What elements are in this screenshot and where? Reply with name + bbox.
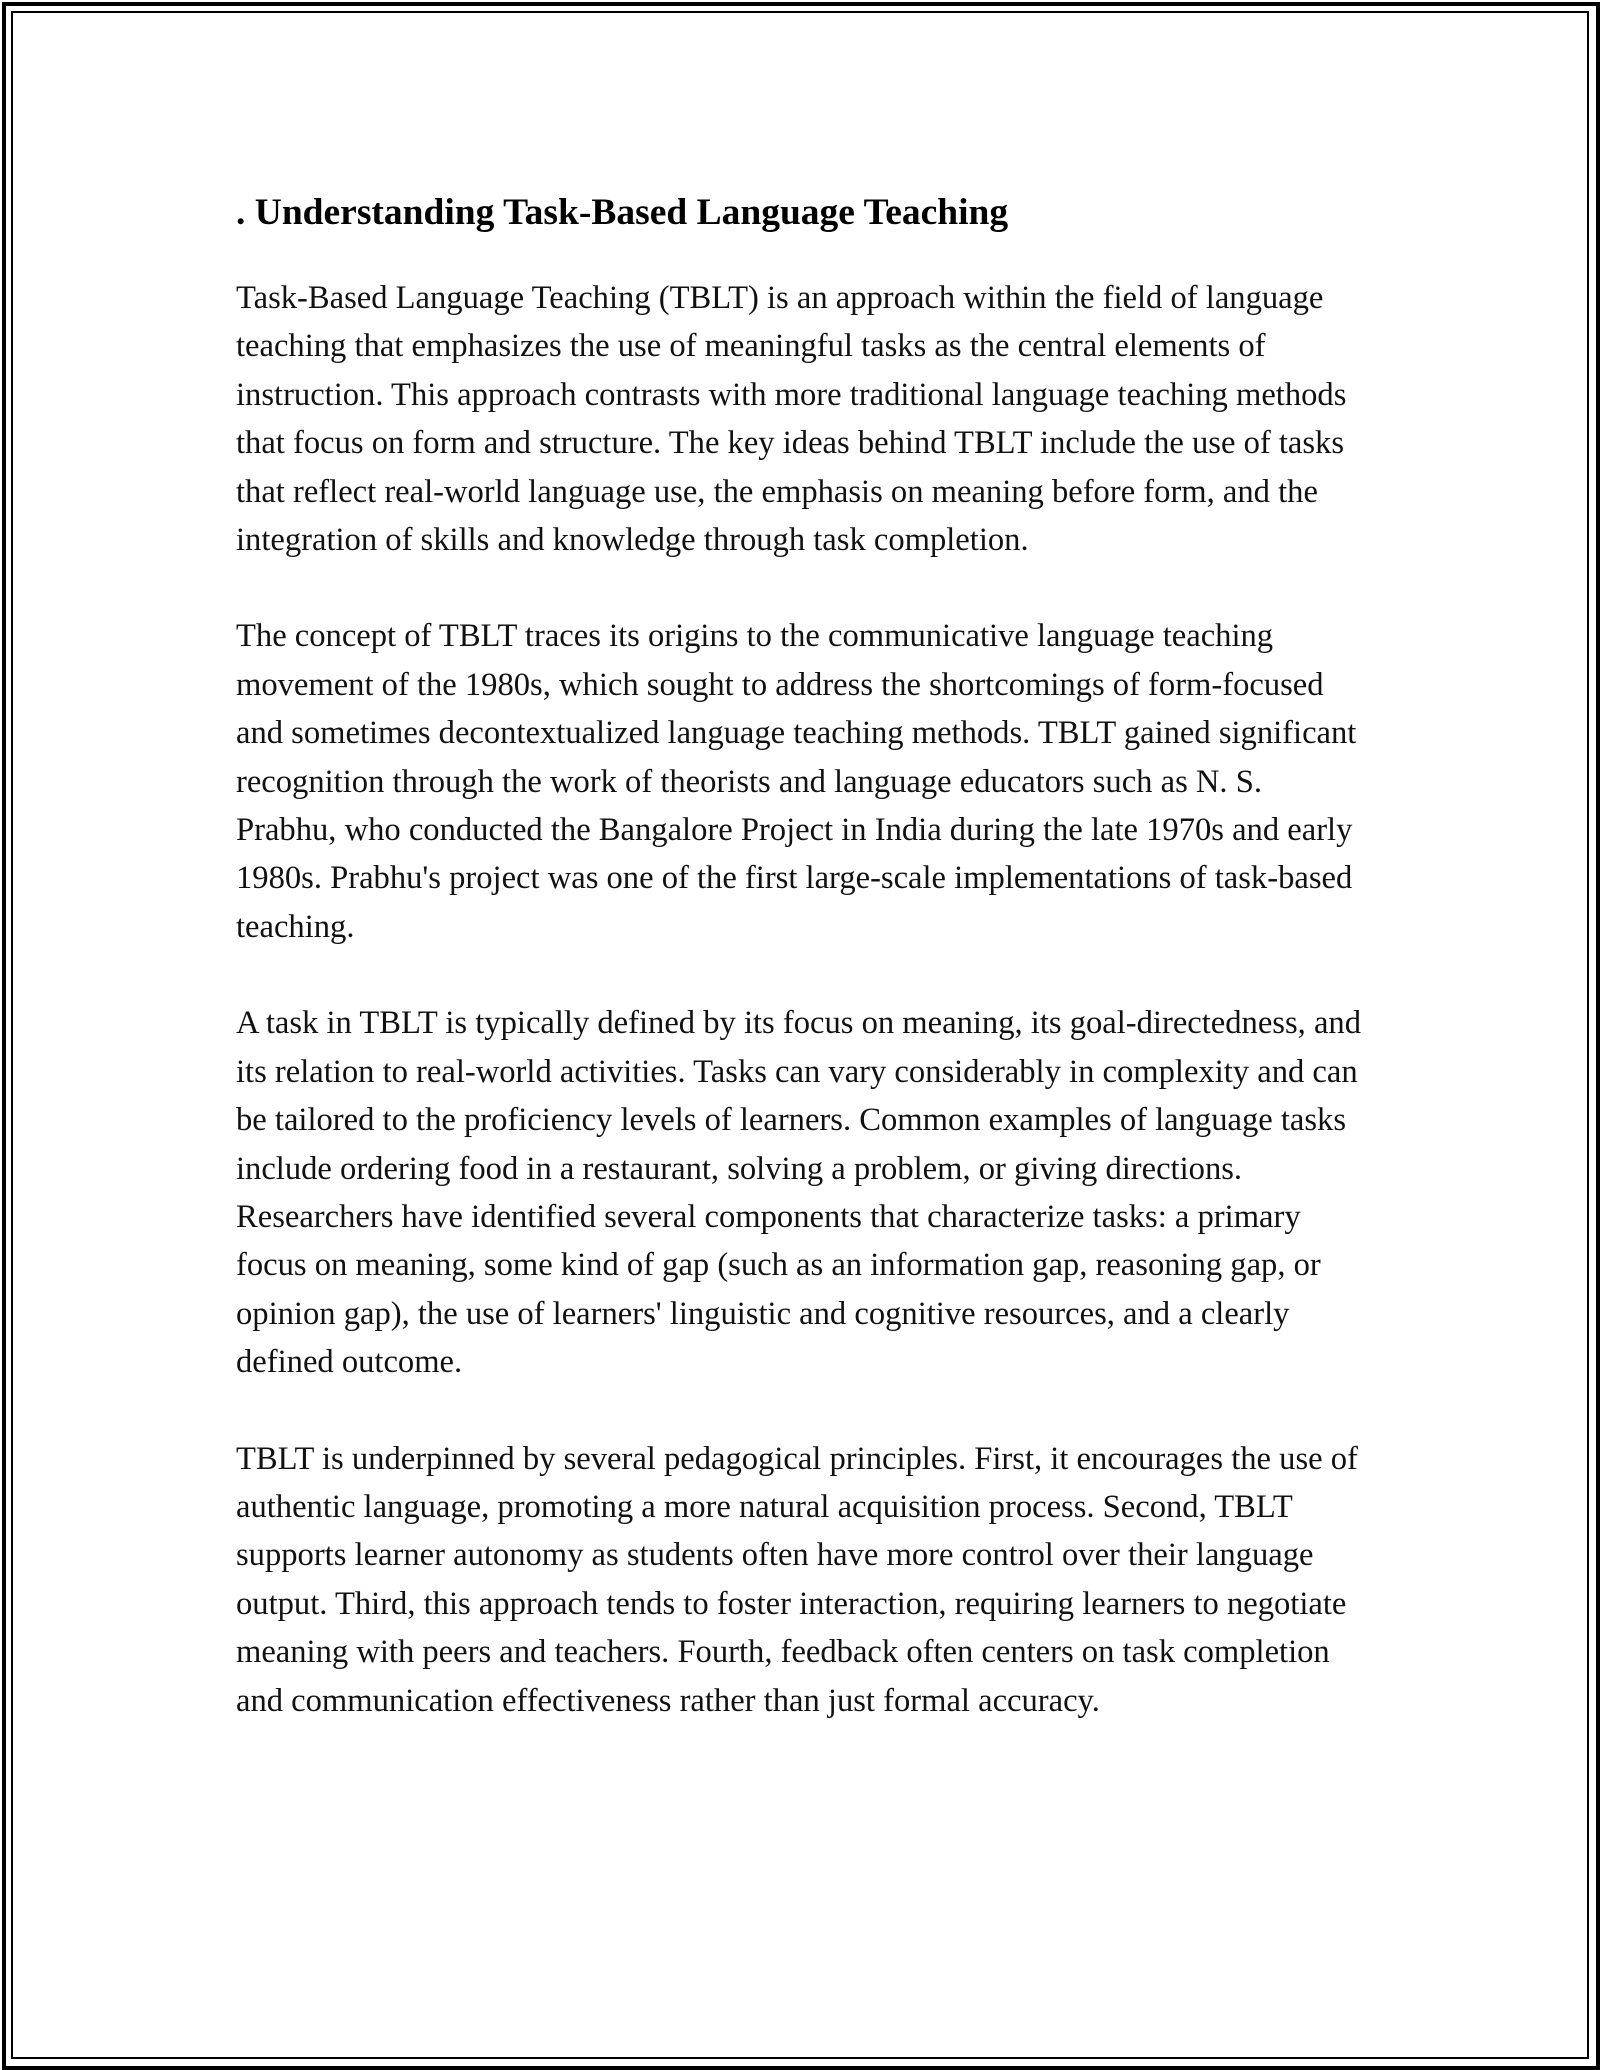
paragraph-pedagogical-principles: TBLT is underpinned by several pedagogical principles. First, it encourages the use of authentic language, promoting a more natural acquisition process. Second, TBLT supports learner autonomy as students often have more control over their language output. Third, this approach tends to foster interaction, requiring learners to negotiate meaning with peers and teachers. Fourth, feedback often centers on task completion and communication effectiveness rather than just formal accuracy.: [236, 1440, 1358, 1719]
paragraph-tblt-origins: The concept of TBLT traces its origins to the communicative language teaching movement of the 1980s, which sought to address the shortcomings of form-focused and sometimes decontextualized language teaching methods. TBLT gained significant recognition through the work of theorists and language educators such as N. S. Prabhu, who conducted the Bangalore Project in India during the late 1970s and early 1980s. Prabhu's project was one of the first large-scale implementations of task-based teaching.: [236, 618, 1357, 945]
paragraph-task-definition: A task in TBLT is typically defined by its focus on meaning, its goal-directedness, and its relation to real-world activities. Tasks can vary considerably in complexity and can be tailored to the proficiency levels of learners. Common examples of language tasks include ordering food in a restaurant, solving a problem, or giving directions. Researchers have identified several components that characterize tasks: a primary focus on meaning, some kind of gap (such as an information gap, reasoning gap, or opinion gap), the use of learners' linguistic and cognitive resources, and a clearly defined outcome.: [236, 1005, 1361, 1381]
paragraph-tblt-definition: Task-Based Language Teaching (TBLT) is an approach within the field of language teaching that emphasizes the use of meaningful tasks as the central elements of instruction. This approach contrasts with more traditional language teaching methods that focus on form and structure. The key ideas behind TBLT include the use of tasks that reflect real-world language use, the emphasis on meaning before form, and the integration of skills and knowledge through task completion.: [236, 280, 1347, 559]
document-body: [236, 186, 1366, 1725]
section-title: . Understanding Task-Based Language Teaching: [236, 192, 1009, 233]
